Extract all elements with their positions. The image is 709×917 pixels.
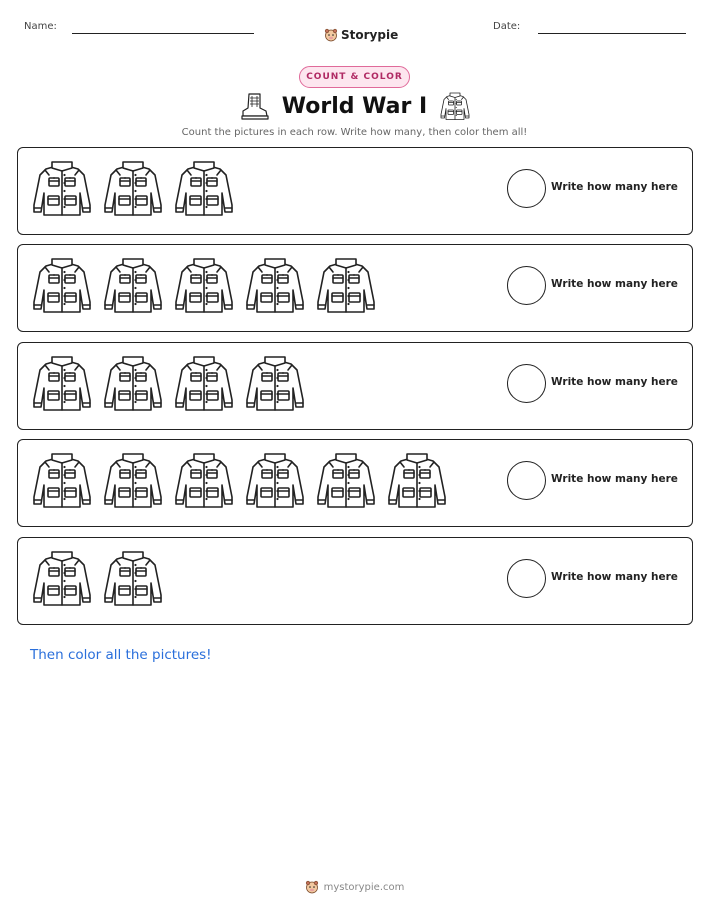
worksheet-header xyxy=(0,14,709,40)
picture-group xyxy=(30,546,165,610)
count-row xyxy=(17,342,693,430)
picture-group xyxy=(30,448,449,512)
name-label: Name: xyxy=(24,21,57,32)
military-jacket-icon[interactable] xyxy=(30,546,94,610)
answer-circle[interactable] xyxy=(507,559,546,598)
picture-group xyxy=(30,351,307,415)
answer-circle[interactable] xyxy=(507,364,546,403)
title-row xyxy=(0,88,709,124)
military-jacket-icon[interactable] xyxy=(172,448,236,512)
answer-prompt: Write how many here xyxy=(551,376,678,388)
military-jacket-icon[interactable] xyxy=(30,156,94,220)
storypie-mascot-icon xyxy=(305,880,319,894)
storypie-mascot-icon xyxy=(324,28,338,42)
date-label: Date: xyxy=(493,21,521,32)
answer-prompt: Write how many here xyxy=(551,473,678,485)
site-url[interactable]: mystorypie.com xyxy=(323,881,405,893)
date-field[interactable] xyxy=(538,33,686,34)
count-row xyxy=(17,147,693,235)
military-jacket-icon[interactable] xyxy=(172,351,236,415)
military-jacket-icon[interactable] xyxy=(30,351,94,415)
military-jacket-icon[interactable] xyxy=(243,351,307,415)
picture-group xyxy=(30,253,378,317)
count-row xyxy=(17,537,693,625)
military-jacket-icon[interactable] xyxy=(101,546,165,610)
instructions: Count the pictures in each row. Write how many, then color them all! xyxy=(181,127,528,138)
military-jacket-icon[interactable] xyxy=(30,253,94,317)
military-jacket-icon[interactable] xyxy=(172,253,236,317)
military-jacket-icon[interactable] xyxy=(101,448,165,512)
brand-logo xyxy=(324,28,398,42)
count-row xyxy=(17,439,693,527)
military-jacket-icon[interactable] xyxy=(243,448,307,512)
count-row xyxy=(17,244,693,332)
military-jacket-icon[interactable] xyxy=(30,448,94,512)
footer-note: Then color all the pictures! xyxy=(30,647,212,663)
military-jacket-icon xyxy=(439,90,471,122)
military-jacket-icon[interactable] xyxy=(243,253,307,317)
answer-prompt: Write how many here xyxy=(551,571,678,583)
boot-icon xyxy=(238,91,270,121)
answer-circle[interactable] xyxy=(507,461,546,500)
answer-circle[interactable] xyxy=(507,266,546,305)
site-footer xyxy=(0,880,709,894)
answer-circle[interactable] xyxy=(507,169,546,208)
military-jacket-icon[interactable] xyxy=(101,253,165,317)
military-jacket-icon[interactable] xyxy=(172,156,236,220)
military-jacket-icon[interactable] xyxy=(314,253,378,317)
page-title: World War I xyxy=(281,93,428,119)
name-field[interactable] xyxy=(72,33,254,34)
military-jacket-icon[interactable] xyxy=(101,156,165,220)
picture-group xyxy=(30,156,236,220)
military-jacket-icon[interactable] xyxy=(385,448,449,512)
answer-prompt: Write how many here xyxy=(551,181,678,193)
answer-prompt: Write how many here xyxy=(551,278,678,290)
military-jacket-icon[interactable] xyxy=(314,448,378,512)
activity-badge: COUNT & COLOR xyxy=(299,66,410,88)
military-jacket-icon[interactable] xyxy=(101,351,165,415)
brand-name: Storypie xyxy=(341,28,399,42)
